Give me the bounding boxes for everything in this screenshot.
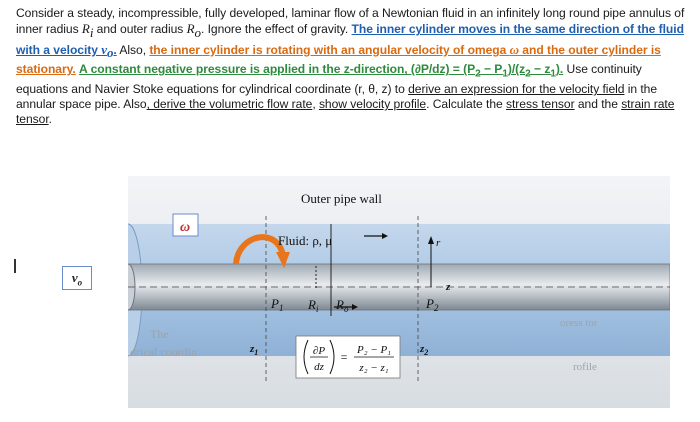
- text-gravity: . Ignore the effect of gravity.: [200, 22, 352, 37]
- vo-sub: o: [77, 277, 83, 288]
- problem-statement: [16, 6, 688, 128]
- orange-text-2: and the outer cylinder is stationary.: [16, 42, 661, 77]
- blue-text: The inner cylinder moves in the same direction of the fluid with a velocity: [16, 22, 684, 57]
- velocity-sub: o: [106, 45, 114, 61]
- text-also: Also,: [116, 42, 150, 57]
- eq-lhs-denominator: dz: [314, 361, 324, 373]
- fluid-label: Fluid: ρ, μ: [278, 233, 333, 248]
- eq-equals: =: [340, 350, 348, 364]
- velocity-profile-task: show velocity profile: [318, 97, 427, 112]
- green-sub-b: 1: [502, 68, 508, 80]
- text-and: and the: [574, 97, 622, 112]
- green-sub-c: 2: [525, 68, 531, 80]
- outer-wall-label: Outer pipe wall: [301, 191, 382, 206]
- p1-label: $P_1$: [271, 296, 284, 313]
- comma: ,: [312, 97, 319, 112]
- omega-symbol: ω: [509, 41, 519, 57]
- orange-text: the inner cylinder is rotating with an angular velocity of omega: [149, 42, 510, 57]
- stress-tensor-task: stress tensor: [505, 97, 575, 112]
- p2-label: $P_2$: [426, 296, 439, 313]
- background-text-4: rofile: [573, 361, 597, 373]
- eq-lhs-numerator: ∂P: [312, 345, 326, 357]
- text-intro: Consider a steady, incompressible, fully developed, laminar flow of a Newtonian fluid in an infinitely long round pipe annulus of inner radius: [16, 6, 685, 37]
- outer-radius-sub: o: [194, 24, 201, 40]
- green-text-1: A constant negative pressure is applied in the z-direction, (∂P/dz) = (P: [79, 62, 476, 77]
- final-period: .: [48, 112, 52, 127]
- text-outer-radius: and outer radius: [93, 22, 187, 37]
- velocity-symbol: v: [101, 41, 107, 57]
- green-text-5: ).: [555, 62, 564, 77]
- green-sub-d: 1: [550, 68, 556, 80]
- text-calculate: . Calculate the: [426, 97, 506, 112]
- inner-radius-sub: i: [89, 24, 94, 40]
- text-continuity: Use continuity equations and Navier Stoke equations for cylindrical coordinate (r, θ, z) to: [16, 62, 642, 97]
- background-text-1: The: [150, 327, 169, 341]
- green-text-2: − P: [480, 62, 503, 77]
- velocity-field-task: derive an expression for the velocity field: [408, 82, 625, 97]
- outer-radius-symbol: R: [186, 21, 195, 37]
- strain-rate-task: strain rate tensor: [16, 97, 675, 127]
- omega-label: ω: [179, 220, 191, 235]
- background-text-3: oress tor: [560, 317, 598, 329]
- text-also-2: in the annular space pipe. Also: [16, 82, 658, 112]
- green-text-4: − z: [530, 62, 551, 77]
- z1-label: $z_1$: [250, 343, 259, 357]
- background-text-2: drical coordin: [130, 345, 197, 359]
- text-cursor: [14, 259, 16, 273]
- r-axis-label: r: [436, 237, 441, 249]
- ri-label: $R_i$: [308, 297, 319, 314]
- green-sub-a: 2: [475, 68, 481, 80]
- flow-rate-task: , derive the volumetric flow rate: [146, 97, 313, 112]
- vo-symbol: v: [71, 270, 78, 285]
- inner-radius-symbol: R: [81, 21, 90, 37]
- annulus-diagram: [128, 176, 670, 408]
- z2-label: $z_2$: [420, 343, 429, 357]
- blue-period: .: [113, 42, 117, 57]
- green-text-3: )/(z: [507, 62, 526, 77]
- pressure-gradient-text: [79, 62, 564, 80]
- ro-label: $R_o$: [336, 297, 349, 314]
- eq-rhs-numerator: P₂ − P₁: [356, 344, 392, 356]
- vo-label-box: [62, 266, 92, 290]
- eq-rhs-denominator: z₂ − z₁: [359, 362, 389, 374]
- z-axis-label: z: [446, 281, 451, 293]
